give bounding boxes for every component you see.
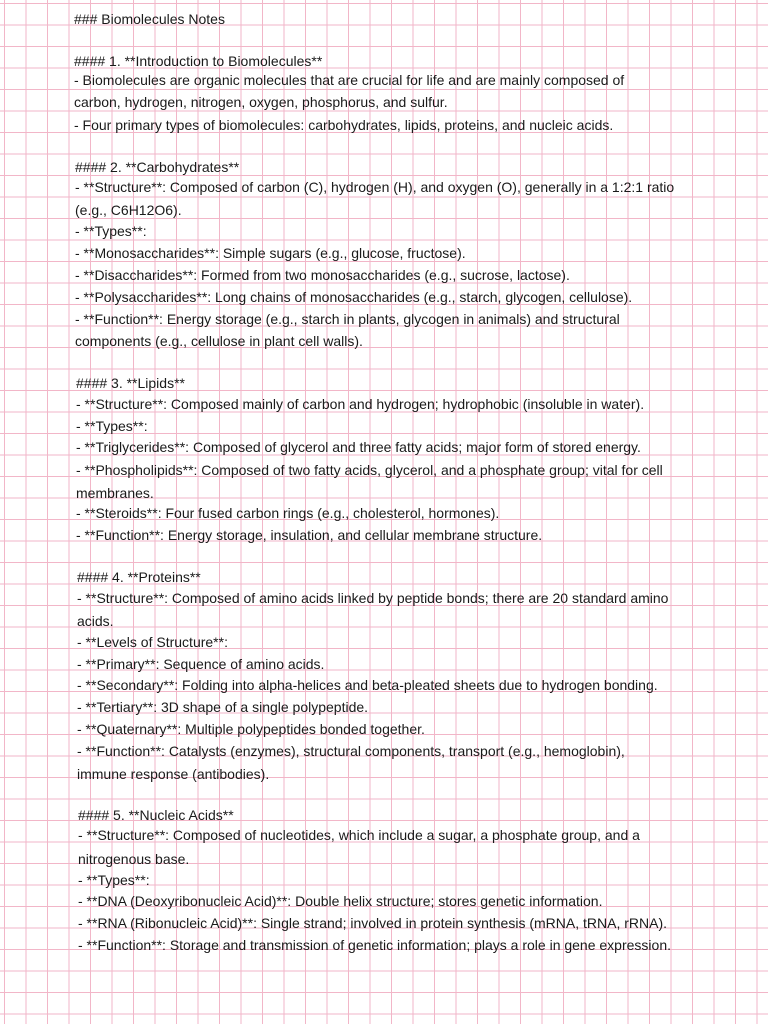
section-heading-carbohydrates: #### 2. **Carbohydrates**	[75, 159, 240, 175]
note-line: (e.g., C6H12O6).	[75, 202, 182, 218]
note-line: - **Types**:	[78, 872, 150, 888]
note-line: - **Polysaccharides**: Long chains of monosaccharides (e.g., starch, glycogen, cellulose).	[75, 289, 633, 305]
note-line: - **RNA (Ribonucleic Acid)**: Single strand; involved in protein synthesis (mRNA, tRNA, rRNA).	[78, 915, 667, 931]
note-line: - **Primary**: Sequence of amino acids.	[77, 656, 325, 672]
note-line: - **Structure**: Composed mainly of carbon and hydrogen; hydrophobic (insoluble in water).	[76, 396, 645, 412]
note-line: - **Steroids**: Four fused carbon rings (e.g., cholesterol, hormones).	[76, 505, 500, 521]
note-line: nitrogenous base.	[78, 851, 190, 867]
note-line: - **Function**: Energy storage (e.g., starch in plants, glycogen in animals) and structural	[75, 311, 620, 327]
notes-title: ### Biomolecules Notes	[74, 11, 225, 27]
note-line: - Biomolecules are organic molecules that are crucial for life and are mainly composed of	[74, 72, 625, 88]
note-line: - **Structure**: Composed of nucleotides, which include a sugar, a phosphate group, and a	[78, 827, 640, 843]
note-line: - **Types**:	[76, 418, 148, 434]
note-line: - **Tertiary**: 3D shape of a single polypeptide.	[77, 699, 369, 715]
note-line: acids.	[77, 613, 114, 629]
note-line: - **Triglycerides**: Composed of glycerol and three fatty acids; major form of stored energy.	[76, 439, 641, 455]
note-line: - **Monosaccharides**: Simple sugars (e.g., glucose, fructose).	[75, 245, 466, 261]
note-line: membranes.	[76, 485, 154, 501]
note-line: - **DNA (Deoxyribonucleic Acid)**: Double helix structure; stores genetic information.	[78, 893, 603, 909]
note-line: - **Structure**: Composed of amino acids linked by peptide bonds; there are 20 standard amino	[77, 590, 669, 606]
note-line: components (e.g., cellulose in plant cell walls).	[75, 333, 363, 349]
note-line: - **Function**: Catalysts (enzymes), structural components, transport (e.g., hemoglobin),	[77, 743, 625, 759]
note-line: - **Disaccharides**: Formed from two monosaccharides (e.g., sucrose, lactose).	[75, 267, 570, 283]
note-line: - **Phospholipids**: Composed of two fatty acids, glycerol, and a phosphate group; vital for cell	[76, 462, 663, 478]
note-line: - **Secondary**: Folding into alpha-helices and beta-pleated sheets due to hydrogen bonding.	[77, 677, 658, 693]
note-line: - **Function**: Storage and transmission of genetic information; plays a role in gene expression.	[78, 937, 671, 953]
note-line: - **Quaternary**: Multiple polypeptides bonded together.	[77, 721, 425, 737]
note-line: - **Levels of Structure**:	[77, 634, 228, 650]
note-line: - **Structure**: Composed of carbon (C), hydrogen (H), and oxygen (O), generally in a 1:2:1 ratio	[75, 179, 675, 195]
section-heading-introduction: #### 1. **Introduction to Biomolecules**	[74, 53, 323, 69]
section-heading-nucleic-acids: #### 5. **Nucleic Acids**	[78, 807, 234, 823]
section-heading-proteins: #### 4. **Proteins**	[77, 569, 201, 585]
note-line: - **Types**:	[75, 223, 147, 239]
section-heading-lipids: #### 3. **Lipids**	[76, 375, 185, 391]
note-line: immune response (antibodies).	[77, 766, 270, 782]
note-line: carbon, hydrogen, nitrogen, oxygen, phosphorus, and sulfur.	[74, 94, 448, 110]
note-line: - **Function**: Energy storage, insulation, and cellular membrane structure.	[76, 527, 543, 543]
note-line: - Four primary types of biomolecules: carbohydrates, lipids, proteins, and nucleic acids.	[74, 117, 614, 133]
